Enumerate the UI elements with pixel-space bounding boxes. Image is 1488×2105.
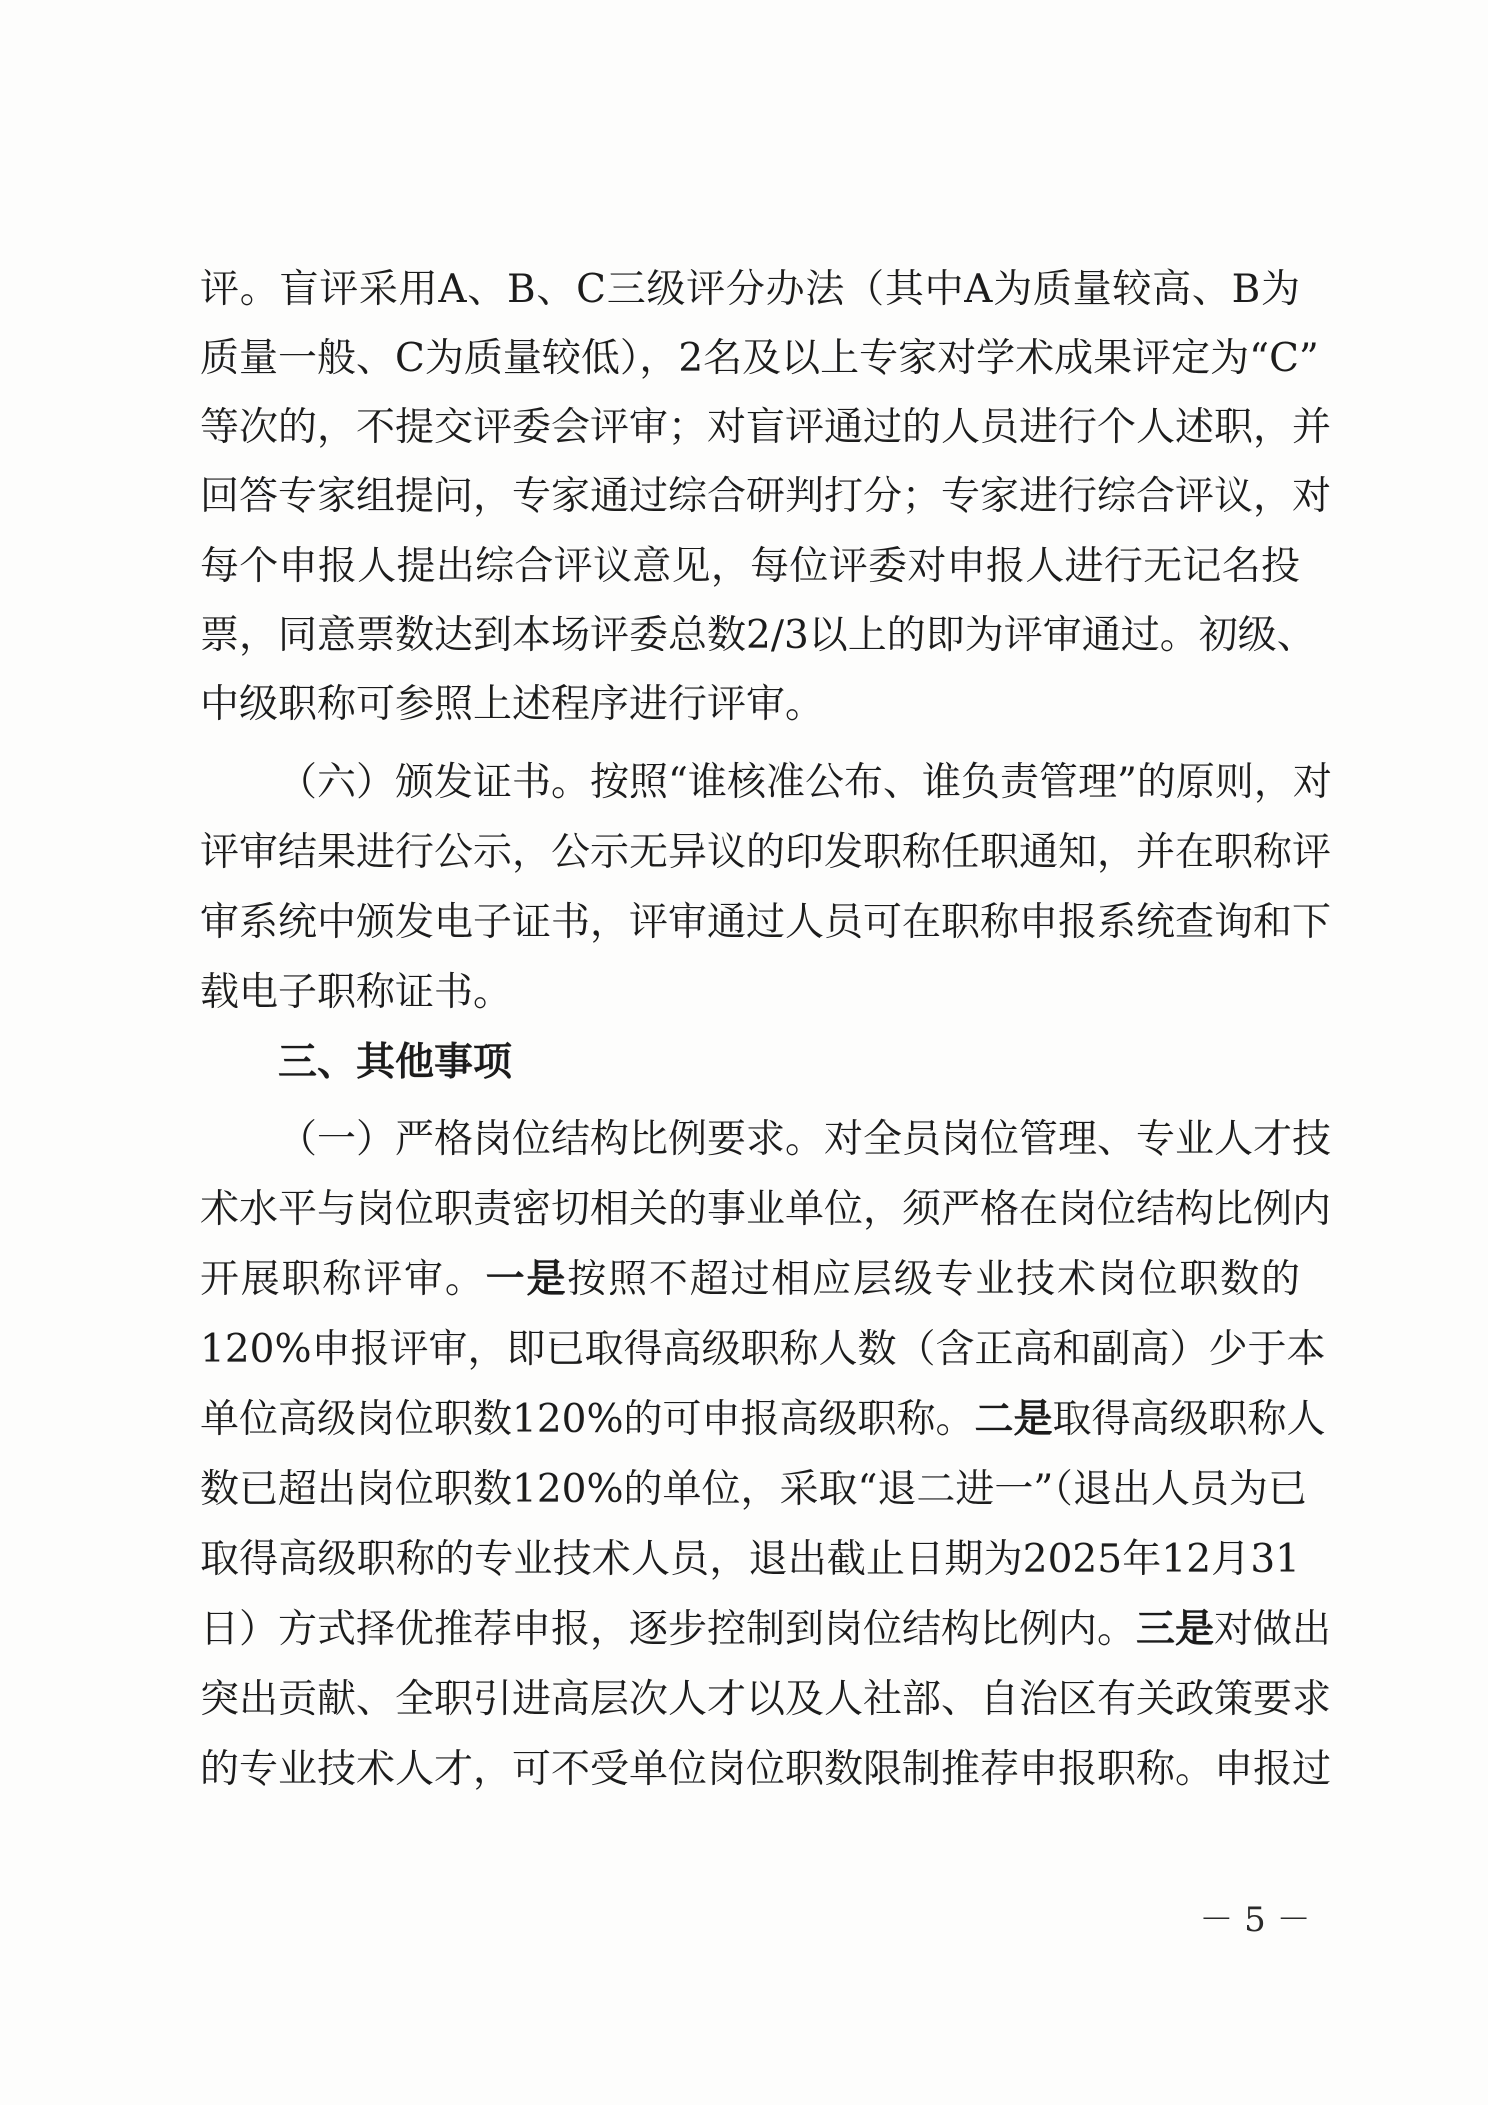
text-line: 质量一般、C为质量较低），2名及以上专家对学术成果评定为“C” xyxy=(200,336,1319,381)
text-segment: 取得高级职称人 xyxy=(1052,1397,1326,1442)
section-heading: 三、其他事项 xyxy=(278,1040,513,1085)
text-line: 等次的，不提交评委会评审；对盲评通过的人员进行个人述职，并 xyxy=(200,405,1332,450)
text-line: 审系统中颁发电子证书，评审通过人员可在职称申报系统查询和下 xyxy=(200,900,1332,945)
section-six-paragraph-start: （六）颁发证书。按照“谁核准公布、谁负责管理”的原则，对 xyxy=(278,760,1332,805)
text-line: 票，同意票数达到本场评委总数2/3以上的即为评审通过。初级、 xyxy=(200,613,1316,658)
text-segment: 开展职称评审。 xyxy=(200,1257,486,1302)
item-one-paragraph-start: （一）严格岗位结构比例要求。对全员岗位管理、专业人才技 xyxy=(278,1117,1332,1162)
text-line: 数已超出岗位职数120%的单位，采取“退二进一”（退出人员为已 xyxy=(200,1467,1307,1512)
emphasis-first: 一是 xyxy=(485,1257,568,1302)
emphasis-third: 三是 xyxy=(1136,1607,1215,1652)
emphasis-second: 二是 xyxy=(974,1397,1053,1442)
text-segment: 对做出 xyxy=(1214,1607,1332,1652)
text-line: 回答专家组提问，专家通过综合研判打分；专家进行综合评议，对 xyxy=(200,474,1332,519)
page-number: － 5 － xyxy=(1199,1900,1311,1940)
text-line: 术水平与岗位职责密切相关的事业单位，须严格在岗位结构比例内 xyxy=(200,1187,1332,1232)
text-line: 突出贡献、全职引进高层次人才以及人社部、自治区有关政策要求 xyxy=(200,1677,1332,1722)
text-line xyxy=(200,1385,1326,1455)
text-line: 的专业技术人才，可不受单位岗位职数限制推荐申报职称。申报过 xyxy=(200,1747,1332,1792)
text-line: 每个申报人提出综合评议意见，每位评委对申报人进行无记名投 xyxy=(200,544,1300,589)
text-line: 120%申报评审，即已取得高级职称人数（含正高和副高）少于本 xyxy=(200,1327,1326,1372)
text-line xyxy=(200,1595,1332,1665)
text-segment: 单位高级岗位职数120%的可申报高级职称。 xyxy=(200,1397,975,1442)
text-line: 评。盲评采用A、B、C三级评分办法（其中A为质量较高、B为 xyxy=(200,267,1300,312)
text-segment: 日）方式择优推荐申报，逐步控制到岗位结构比例内。 xyxy=(200,1607,1137,1652)
text-line xyxy=(200,1245,1300,1315)
text-line: 评审结果进行公示，公示无异议的印发职称任职通知，并在职称评 xyxy=(200,830,1332,875)
text-line: 中级职称可参照上述程序进行评审。 xyxy=(200,682,825,727)
text-segment: 按照不超过相应层级专业技术岗位职数的 xyxy=(567,1257,1300,1302)
text-line: 取得高级职称的专业技术人员，退出截止日期为2025年12月31 xyxy=(200,1537,1300,1582)
text-line: 载电子职称证书。 xyxy=(200,970,513,1015)
